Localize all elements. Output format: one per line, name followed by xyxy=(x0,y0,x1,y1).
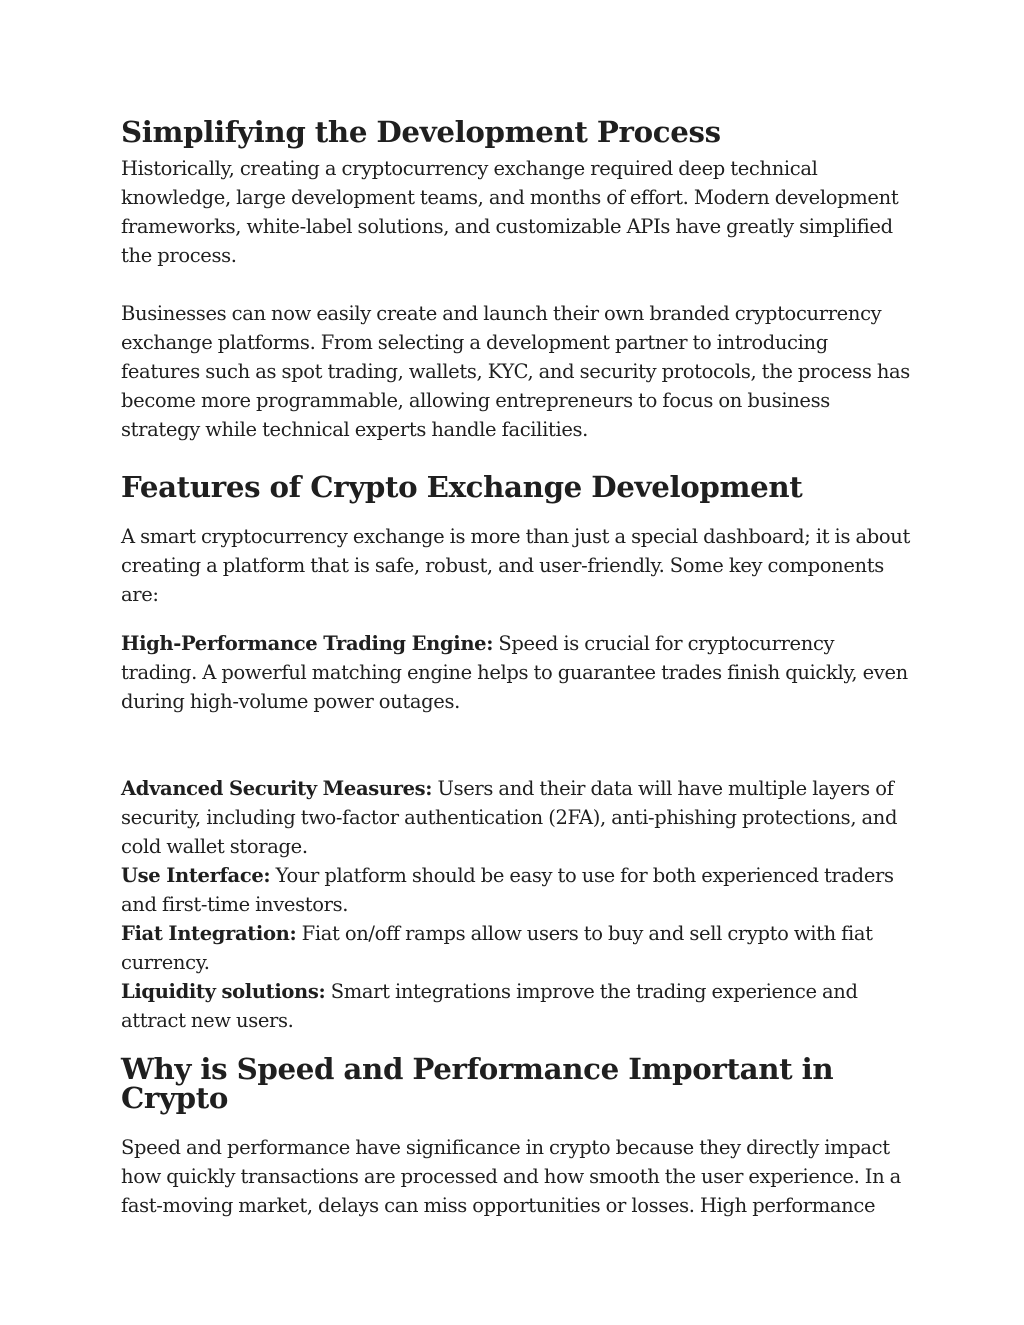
document-page xyxy=(121,115,911,1220)
feature-trading-engine xyxy=(121,629,911,716)
feature-text: Fiat on/off ramps allow users to buy and sell crypto with fiat currency. xyxy=(121,922,873,974)
feature-label: Advanced Security Measures: xyxy=(121,777,433,800)
feature-fiat xyxy=(121,919,911,977)
feature-interface xyxy=(121,861,911,919)
paragraph-history: Historically, creating a cryptocurrency exchange required deep technical knowledge, large development teams, and months of effort. Modern development frameworks, white-label solutions, and customizable APIs have greatly simplified the process. xyxy=(121,157,899,267)
paragraph-speed: Speed and performance have significance in crypto because they directly impact how quickly transactions are processed and how smooth the user experience. In a fast-moving market, delays can miss opportunities or losses. High performance xyxy=(121,1136,901,1217)
feature-text: Your platform should be easy to use for both experienced traders and first-time investors. xyxy=(121,864,894,916)
feature-text: Speed is crucial for cryptocurrency trading. A powerful matching engine helps to guarantee trades finish quickly, even during high-volume power outages. xyxy=(121,632,908,713)
feature-security xyxy=(121,774,911,861)
feature-liquidity xyxy=(121,977,911,1035)
feature-text: Smart integrations improve the trading experience and attract new users. xyxy=(121,980,858,1032)
feature-label: Fiat Integration: xyxy=(121,922,297,945)
section-heading-speed: Why is Speed and Performance Important in Crypto xyxy=(121,1052,834,1115)
paragraph-features-intro: A smart cryptocurrency exchange is more than just a special dashboard; it is about creating a platform that is safe, robust, and user-friendly. Some key components are: xyxy=(121,525,910,606)
feature-text: Users and their data will have multiple layers of security, including two-factor authentication (2FA), anti-phishing protections, and cold wallet storage. xyxy=(121,777,898,858)
paragraph-businesses: Businesses can now easily create and launch their own branded cryptocurrency exchange platforms. From selecting a development partner to introducing features such as spot trading, wallets, KYC, and security protocols, the process has become more programmable, allowing entrepreneurs to focus on business strategy while technical experts handle facilities. xyxy=(121,302,910,441)
feature-label: Use Interface: xyxy=(121,864,271,887)
section-heading-development-process: Simplifying the Development Process xyxy=(121,115,721,149)
section-heading-features: Features of Crypto Exchange Development xyxy=(121,470,803,504)
feature-label: High-Performance Trading Engine: xyxy=(121,632,494,655)
feature-label: Liquidity solutions: xyxy=(121,980,326,1003)
